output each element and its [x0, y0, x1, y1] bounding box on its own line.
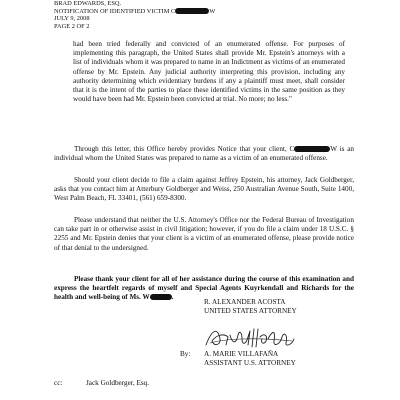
- sender-title: UNITED STATES ATTORNEY: [204, 306, 297, 315]
- signer-name: A. MARIE VILLAFAÑA: [204, 350, 279, 358]
- sender-block: [204, 298, 297, 315]
- redaction-bar: [175, 8, 209, 14]
- thanks-tail: .: [171, 293, 174, 302]
- paragraph-notice: [54, 145, 354, 163]
- signer-title: ASSISTANT U.S. ATTORNEY: [204, 358, 296, 367]
- redaction-bar: [150, 294, 172, 300]
- handwritten-signature: [202, 325, 298, 351]
- notice-text-b: W: [330, 145, 337, 153]
- notice-text-c: is an individual whom the United States was prepared to name as a victim of an enumerated offense.: [54, 145, 355, 163]
- redaction-bar: [294, 146, 330, 152]
- header-date: JULY 9, 2008: [54, 15, 90, 23]
- header-subject: [54, 8, 215, 16]
- cc-recipient: Jack Goldberger, Esq.: [86, 379, 150, 387]
- header-subject-tail: W: [209, 7, 216, 15]
- cc-label: cc:: [54, 379, 63, 387]
- header-recipient: BRAD EDWARDS, ESQ.: [54, 0, 122, 7]
- sender-name: R. ALEXANDER ACOSTA: [204, 298, 286, 306]
- header-subject-text: NOTIFICATION OF IDENTIFIED VICTIM C: [54, 7, 176, 15]
- by-label: By:: [180, 350, 191, 358]
- paragraph-civil-litigation: Please understand that neither the U.S. Attorney's Office nor the Federal Bureau of Investigation can take part in or otherwise assist in civil litigation; however, if you do file a claim under 18 U.S.C. § 2255 and Mr. Epstein denies that your client is a victim of an enumerated offense, please provide notice of that denial to the undersigned.: [54, 216, 354, 252]
- paragraph-claim-contact: Should your client decide to file a claim against Jeffrey Epstein, his attorney, Jack Goldberger, asks that you contact him at Atterbury Goldberger and Weiss, 250 Australian Avenue South, Suite 1400, West Palm Beach, FL 33401, (561) 659-8300.: [54, 176, 354, 203]
- notice-text-a: Through this letter, this Office hereby provides Notice that your client, C: [74, 145, 295, 153]
- thanks-text: Please thank your client for all of her assistance during the course of this examination and express the heartfelt regards of myself and Special Agents Kuyrkendall and Richards for the health and well-being of Ms. W: [54, 275, 354, 302]
- signer-block: [204, 350, 296, 367]
- header-page-number: PAGE 2 OF 2: [54, 22, 90, 30]
- paragraph-quoted-provision: had been tried federally and convicted of an enumerated offense. For purposes of implementing this paragraph, the United States shall provide Mr. Epstein's attorneys with a list of individuals whom it was prepared to name in an Indictment as victims of an enumerated offense by Mr. Epstein. Any judicial authority interpreting this provision, including any authority determining which evidentiary burdens if any a plaintiff must meet, shall consider that it is the intent of the parties to place these identified victims in the same position as they would have been had Mr. Epstein been convicted at trial. No more; no less.": [73, 40, 345, 104]
- letter-header: [54, 0, 215, 30]
